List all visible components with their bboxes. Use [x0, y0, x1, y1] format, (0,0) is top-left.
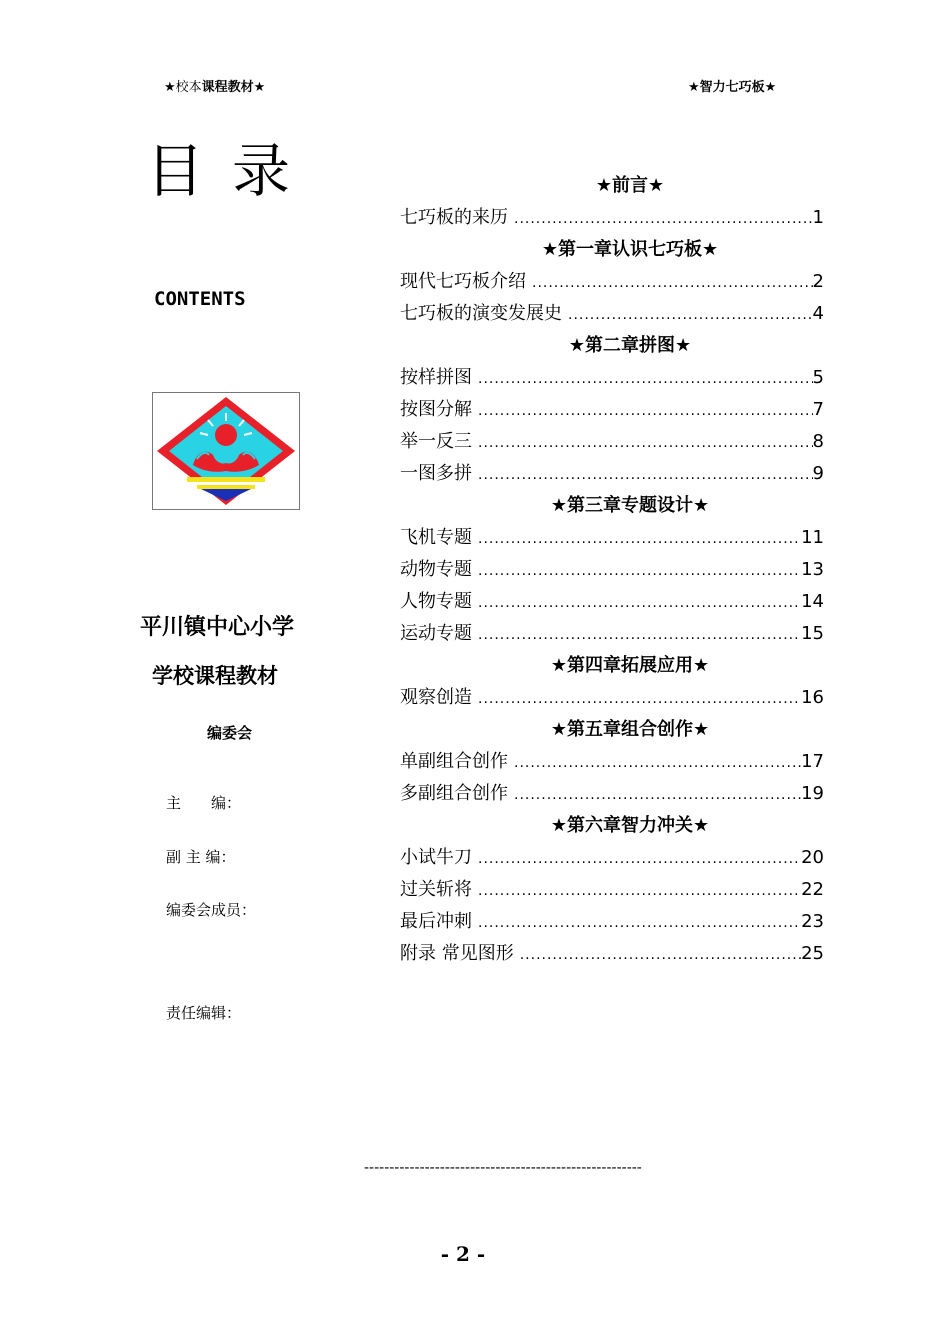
committee-members-field: 编委会成员： [166, 901, 257, 919]
toc-entry-label: 多副组合创作 [400, 783, 508, 804]
toc-page-number: 14 [801, 591, 824, 612]
toc-entry-label: 观察创造 [400, 687, 472, 708]
toc-entry-label: 单副组合创作 [400, 751, 508, 772]
contents-label: CONTENTS [154, 288, 246, 310]
toc-entry-label: 过关斩将 [400, 879, 472, 900]
toc-page-number: 5 [812, 367, 824, 388]
toc-page-number: 20 [801, 847, 824, 868]
toc-page-number: 15 [801, 623, 824, 644]
toc-entry[interactable] [400, 362, 824, 394]
toc-entry-label: 飞机专题 [400, 527, 472, 548]
toc-entry[interactable] [400, 458, 824, 490]
toc-page-number: 4 [812, 303, 824, 324]
header-right: ★智力七巧板★ [688, 80, 777, 95]
committee-heading: 编委会 [207, 724, 253, 742]
toc-entry[interactable] [400, 906, 824, 938]
toc-entry[interactable] [400, 394, 824, 426]
toc-page-number: 16 [801, 687, 824, 708]
toc-leader-dots [478, 683, 801, 715]
toc-entry[interactable] [400, 778, 824, 810]
page-title: 目录 [146, 137, 319, 205]
deputy-editor-field: 副 主 编： [166, 848, 236, 866]
toc-leader-dots [478, 427, 813, 459]
toc-section-heading: ★第六章智力冲关★ [550, 815, 710, 836]
toc-entry-label: 小试牛刀 [400, 847, 472, 868]
toc-entry-label: 运动专题 [400, 623, 472, 644]
toc-leader-dots [478, 875, 801, 907]
toc-section-heading: ★第一章认识七巧板★ [541, 239, 719, 260]
responsible-editor-field: 责任编辑： [166, 1004, 242, 1022]
toc-page-number: 9 [812, 463, 824, 484]
toc-page-number: 25 [801, 943, 824, 964]
toc-section-heading: ★第五章组合创作★ [550, 719, 710, 740]
toc-entry-label: 七巧板的演变发展史 [400, 303, 562, 324]
toc-entry-label: 按样拼图 [400, 367, 472, 388]
toc-section-heading: ★第二章拼图★ [568, 335, 692, 356]
toc-entry[interactable] [400, 746, 824, 778]
toc-page-number: 1 [812, 207, 824, 228]
toc-leader-dots [478, 459, 813, 491]
toc-entry[interactable] [400, 426, 824, 458]
toc-entry[interactable] [400, 842, 824, 874]
toc-section-heading: ★前言★ [595, 175, 665, 196]
toc-entry[interactable] [400, 554, 824, 586]
toc-entry-label: 人物专题 [400, 591, 472, 612]
toc-page-number: 13 [801, 559, 824, 580]
toc-leader-dots [514, 779, 801, 811]
toc-entry[interactable] [400, 938, 824, 970]
toc-page-number: 7 [812, 399, 824, 420]
toc-page-number: 22 [801, 879, 824, 900]
toc-leader-dots [478, 363, 813, 395]
toc-entry[interactable] [400, 874, 824, 906]
toc-leader-dots [478, 523, 801, 555]
toc-leader-dots [478, 587, 801, 619]
toc-section-heading: ★第三章专题设计★ [550, 495, 710, 516]
logo-emblem-icon [153, 393, 299, 509]
toc-entry-label: 最后冲刺 [400, 911, 472, 932]
toc-leader-dots [568, 299, 813, 331]
toc-entry[interactable] [400, 202, 824, 234]
toc-entry[interactable] [400, 522, 824, 554]
toc-entry-label: 按图分解 [400, 399, 472, 420]
toc-leader-dots [478, 555, 801, 587]
toc-leader-dots [478, 843, 801, 875]
toc-leader-dots [478, 619, 801, 651]
footer-separator: ------------------------------------------------------- [364, 1160, 642, 1176]
toc-page-number: 8 [812, 431, 824, 452]
toc-leader-dots [478, 907, 801, 939]
toc-entry[interactable] [400, 298, 824, 330]
toc-entry-label: 附录 常见图形 [400, 943, 514, 964]
header-left [164, 76, 265, 95]
toc-entry[interactable] [400, 586, 824, 618]
table-of-contents [400, 170, 824, 970]
toc-page-number: 11 [801, 527, 824, 548]
toc-entry-label: 现代七巧板介绍 [400, 271, 526, 292]
toc-entry-label: 七巧板的来历 [400, 207, 508, 228]
toc-page-number: 19 [801, 783, 824, 804]
toc-entry-label: 动物专题 [400, 559, 472, 580]
header-left-prefix: ★校本 [164, 80, 202, 95]
school-logo [152, 392, 300, 510]
header-left-bold: 课程教材★ [201, 80, 266, 95]
toc-entry[interactable] [400, 266, 824, 298]
course-subtitle: 学校课程教材 [152, 664, 278, 688]
toc-entry-label: 举一反三 [400, 431, 472, 452]
toc-leader-dots [532, 267, 813, 299]
page-number: - 2 - [440, 1242, 486, 1266]
toc-entry-label: 一图多拼 [400, 463, 472, 484]
toc-leader-dots [514, 747, 801, 779]
toc-leader-dots [520, 939, 801, 971]
toc-entry[interactable] [400, 618, 824, 650]
toc-page-number: 17 [801, 751, 824, 772]
toc-leader-dots [514, 203, 813, 235]
toc-section-heading: ★第四章拓展应用★ [550, 655, 710, 676]
toc-page-number: 23 [801, 911, 824, 932]
toc-entry[interactable] [400, 682, 824, 714]
toc-page-number: 2 [812, 271, 824, 292]
toc-leader-dots [478, 395, 813, 427]
chief-editor-field: 主 编： [166, 794, 242, 812]
school-name: 平川镇中心小学 [140, 615, 295, 640]
